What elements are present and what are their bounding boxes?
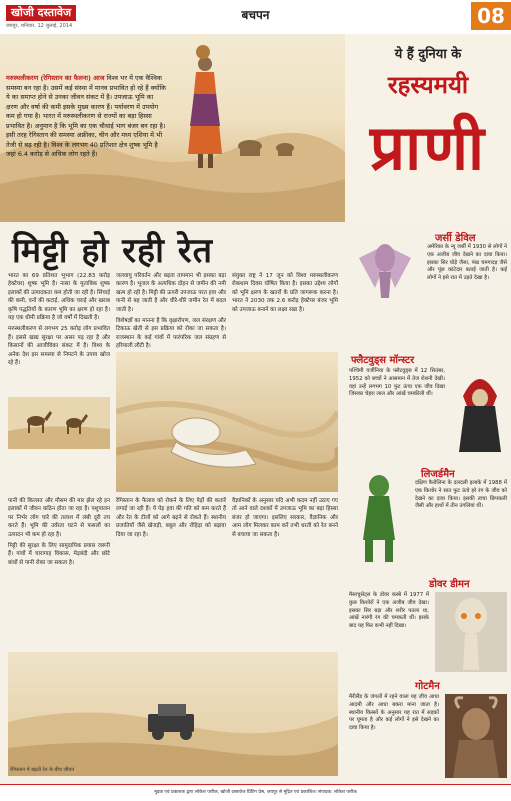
banner-title-line1: रहस्यमयी bbox=[387, 71, 469, 99]
feature-text: मैसाचुसेट्स के डोवर कस्बे में 1977 में कुछ किशोरों ने एक अजीब जीव देखा। इसका सिर बड़ा और शरीर पतला था, आंखें नारंगी रंग की चमकती थीं। इसके बाद यह फिर कभी नहीं दिखा। bbox=[349, 592, 429, 630]
sand-skeleton-photo bbox=[116, 352, 338, 492]
feature-title: जर्सी डेविल bbox=[435, 233, 476, 244]
feature-title: फ्लैटवुड्स मॉन्स्टर bbox=[351, 355, 415, 366]
article-column-5 bbox=[116, 497, 226, 647]
article-paragraph: भारत का 69 प्रतिशत भूभाग (22.83 करोड़ हेक्टेयर) शुष्क भूमि है। नासा के मुताबिक शुष्क इलाकों की उत्पादकता कम होती जा रही है। सिंचाई की कमी, वनों की कटाई, अधिक चराई और खराब कृषि पद्धतियों के कारण भूमि का क्षरण हो रहा है। यह एक धीमी प्रक्रिया है जो वर्षों में दिखती है। bbox=[8, 273, 110, 322]
article-paragraph: विशेषज्ञों का मानना है कि वृक्षारोपण, जल संरक्षण और टिकाऊ खेती से इस प्रक्रिया को रोका जा सकता है। राजस्थान के कई गांवों में पारंपरिक जल संग्रहण से हरियाली लौटी है। bbox=[116, 318, 226, 350]
feature-text: अमेरिका के न्यू जर्सी में 1930 से लोगों ने एक अजीब जीव देखने का दावा किया। इसका सिर घोड़े जैसा, पंख चमगादड़ जैसे और पूंछ कांटेदार बताई जाती है। कई लोगों ने इसे रात में उड़ते देखा है। bbox=[427, 244, 507, 282]
intro-lead: मरुस्थलीकरण (रेगिस्तान का फैलना) आज bbox=[6, 74, 105, 82]
feature-text: पश्चिमी वर्जीनिया के फ्लैटवुड्स में 12 सितंबर, 1952 को बच्चों ने आसमान में तेज रोशनी देखी। वहां उन्हें लगभग 10 फुट ऊंचा एक जीव दिखा जिसका चेहरा लाल और आंखें चमकीली थीं। bbox=[349, 368, 445, 398]
flatwoods-monster-illustration bbox=[453, 366, 507, 456]
photo-caption: रेगिस्तान में बढ़ती रेत के बीच जीवन bbox=[10, 767, 74, 773]
article-paragraph: रेगिस्तान के फैलाव को रोकने के लिए पेड़ों की कतारें लगाई जा रही हैं। ये पेड़ हवा की गति को कम करते हैं और रेत के टीलों को आगे बढ़ने से रोकते हैं। स्थानीय प्रजातियों जैसे खेजड़ी, बबूल और रोहिड़ा को बढ़ावा दिया जा रहा है। bbox=[116, 498, 226, 538]
article-column-6 bbox=[232, 497, 338, 647]
banner-title-line2: प्राणी bbox=[369, 111, 487, 184]
page-header bbox=[0, 0, 511, 36]
page-number: 08 bbox=[471, 2, 511, 30]
feature-jersey-devil bbox=[345, 224, 511, 350]
main-article bbox=[0, 222, 345, 782]
article-paragraph: मरुस्थलीकरण से लगभग 25 करोड़ लोग प्रभावित हैं। इससे खाद्य सुरक्षा पर असर पड़ रहा है और किसानों की आजीविका संकट में है। विश्व के अनेक देश इस समस्या से निपटने के उपाय खोज रहे हैं। bbox=[8, 326, 110, 367]
article-paragraph: वैज्ञानिकों के अनुसार यदि अभी कदम नहीं उठाए गए तो आने वाले दशकों में उपजाऊ भूमि का बड़ा हिस्सा बंजर हो जाएगा। इसलिए सरकार, वैज्ञानिक और आम लोग मिलकर काम करें तभी धरती को रेत बनने से बचाया जा सकता है। bbox=[232, 498, 338, 538]
banner-kicker: ये हैं दुनिया के bbox=[394, 47, 462, 62]
article-column-4 bbox=[8, 497, 110, 647]
feature-title: डोवर डीमन bbox=[429, 579, 470, 590]
page-footer: मुद्रक एवं प्रकाशक द्वारा लोकेश पारीक, खोजी दस्तावेज प्रिंटिंग प्रेस, जयपुर से मुद्रित एवं प्रकाशित। संपादक: लोकेश पारीक bbox=[0, 784, 511, 801]
feature-flatwoods-monster bbox=[345, 352, 511, 462]
article-paragraph: जलवायु परिवर्तन और बढ़ता तापमान भी इसका बड़ा कारण है। भूजल के अत्यधिक दोहन से जमीन की नमी खत्म हो रही है। मिट्टी की ऊपरी उपजाऊ परत हवा और पानी से बह जाती है और धीरे-धीरे जमीन रेत में बदल जाती है। bbox=[116, 273, 226, 313]
section-title: बचपन bbox=[241, 8, 270, 22]
feature-text: मैरीलैंड के जंगलों में रहने वाला यह जीव आधा आदमी और आधा बकरा माना जाता है। स्थानीय किस्सों के अनुसार यह रात में सड़कों पर घूमता है और कई लोगों ने इसे देखने का दावा किया है। bbox=[349, 694, 439, 732]
intro-text bbox=[6, 74, 166, 160]
mysterious-creatures-banner bbox=[345, 34, 511, 222]
feature-goatman bbox=[345, 678, 511, 782]
masthead-brand: खोजी दस्तावेज bbox=[6, 5, 76, 21]
lizardman-illustration bbox=[349, 470, 409, 566]
desert-jeep-photo bbox=[8, 652, 338, 776]
feature-lizardman bbox=[345, 464, 511, 574]
feature-title: लिजर्डमैन bbox=[421, 469, 455, 480]
dover-demon-illustration bbox=[435, 592, 507, 672]
article-headline: मिट्टी हो रही रेत bbox=[12, 231, 213, 271]
camels-photo bbox=[8, 397, 110, 449]
article-paragraph: पानी की किल्लत और मौसम की मार झेल रहे इन इलाकों में जीवन कठिन होता जा रहा है। पशुपालन पर निर्भर लोग चारे की तलाश में लंबी दूरी तय करते हैं। भूमि की उर्वरता घटने से फसलों का उत्पादन भी कम हो रहा है। bbox=[8, 498, 110, 538]
feature-text: दक्षिण कैरोलिना के दलदली इलाके में 1988 में एक किशोर ने सात फुट ऊंचे हरे रंग के जीव को देखने का दावा किया। इसकी त्वचा छिपकली जैसी और हाथों में तीन उंगलियां थीं। bbox=[415, 480, 507, 510]
desert-hero-image bbox=[0, 34, 345, 222]
feature-title: गोटमैन bbox=[415, 681, 440, 692]
jersey-devil-illustration bbox=[349, 228, 421, 308]
article-paragraph: मिट्टी की सुरक्षा के लिए सामुदायिक प्रयास जरूरी हैं। गांवों में चारागाह विकास, मेड़बंदी और छोटे बांधों से पानी रोका जा सकता है। bbox=[8, 543, 110, 566]
article-paragraph: संयुक्त राष्ट्र ने 17 जून को विश्व मरुस्थलीकरण रोकथाम दिवस घोषित किया है। इसका उद्देश्य लोगों को भूमि क्षरण के खतरों के प्रति जागरूक करना है। भारत ने 2030 तक 2.6 करोड़ हेक्टेयर बंजर भूमि को उपजाऊ बनाने का लक्ष्य रखा है। bbox=[232, 273, 338, 313]
feature-dover-demon bbox=[345, 576, 511, 676]
goatman-illustration bbox=[445, 694, 507, 778]
dateline: जयपुर, शनिवार, 12 जुलाई, 2014 bbox=[6, 23, 73, 29]
woman-figure bbox=[188, 45, 222, 168]
intro-body: विश्व भर में एक वैश्विक समस्या बन रहा है। उसमें कई संस्था में मानव प्रभावित हो रहे हैं क्योंकि ये का समाप्त होने से उनका जीवन संकट में है। उपजाऊ भूमि का क्षरण और वर्षा की कमी इसके मुख्य कारण हैं। पर्यावरण में उपयोग कम हो गया है। भारत में मरुस्थलीकरण से राज्यों का बड़ा हिस्सा प्रभावित है। अनुमान है कि भूमि का एक चौथाई भाग बंजर बन रहा है। इसी तरह रेगिस्तान की समस्या अफ्रीका, चीन और मध्य एशिया में भी तेजी से बढ़ रही है। विश्व के लगभग 40 प्रतिशत क्षेत्र शुष्क भूमि है जहां 6.4 करोड़ से अधिक लोग रहते हैं। bbox=[6, 74, 167, 158]
